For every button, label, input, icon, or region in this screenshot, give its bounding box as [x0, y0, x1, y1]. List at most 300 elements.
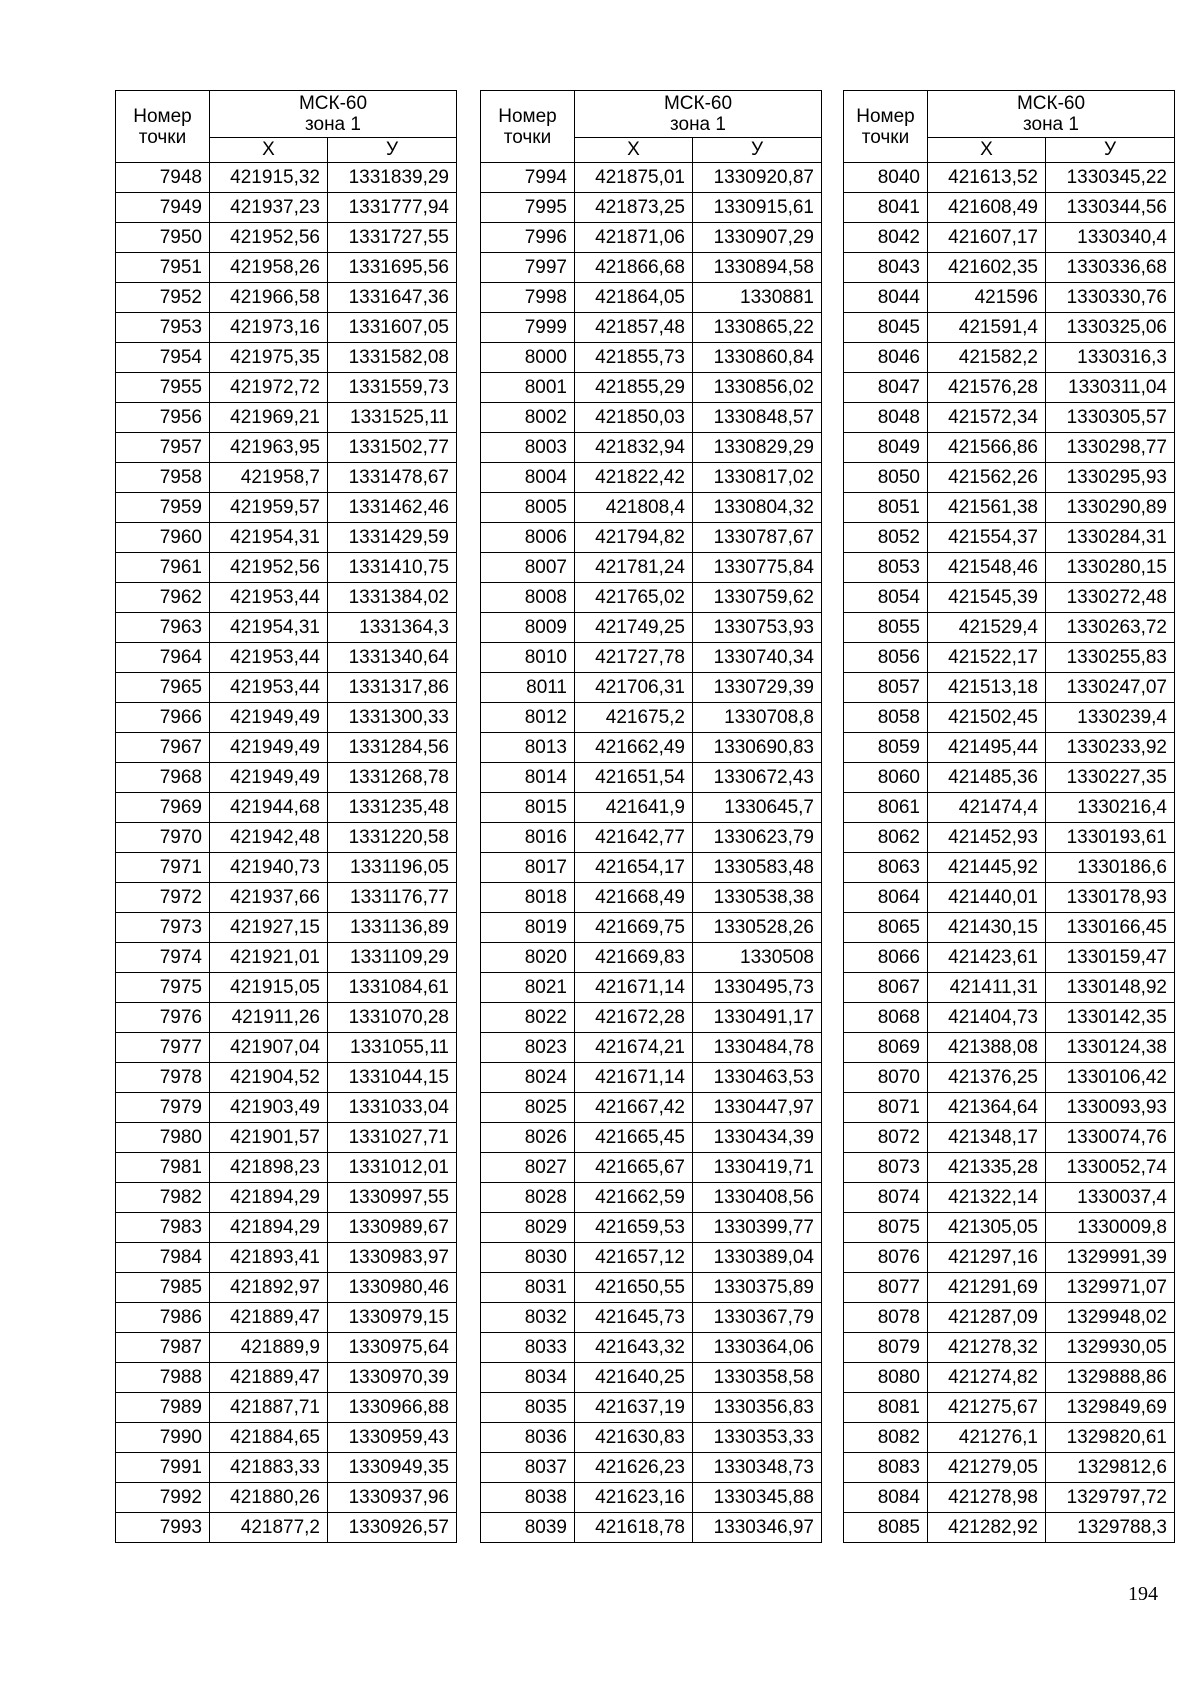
- point-number-cell: 8073: [844, 1153, 928, 1183]
- x-coordinate-cell: 421602,35: [928, 253, 1046, 283]
- point-number-cell: 8042: [844, 223, 928, 253]
- y-coordinate-cell: 1331525,11: [328, 403, 457, 433]
- x-coordinate-cell: 421545,39: [928, 583, 1046, 613]
- table-row: [844, 613, 1175, 643]
- x-coordinate-cell: 421822,42: [575, 463, 693, 493]
- y-coordinate-cell: 1330316,3: [1046, 343, 1175, 373]
- table-row: [481, 583, 822, 613]
- table-row: [481, 1363, 822, 1393]
- point-number-cell: 8067: [844, 973, 928, 1003]
- table-row: [844, 343, 1175, 373]
- point-number-cell: 8027: [481, 1153, 575, 1183]
- point-number-cell: 8004: [481, 463, 575, 493]
- point-number-cell: 8035: [481, 1393, 575, 1423]
- y-coordinate-cell: 1330979,15: [328, 1303, 457, 1333]
- point-number-cell: 7990: [116, 1423, 210, 1453]
- x-coordinate-cell: 421623,16: [575, 1483, 693, 1513]
- table-row: [844, 433, 1175, 463]
- x-coordinate-cell: 421278,32: [928, 1333, 1046, 1363]
- x-coordinate-cell: 421662,59: [575, 1183, 693, 1213]
- table-row: [116, 943, 457, 973]
- point-number-cell: 7995: [481, 193, 575, 223]
- point-number-cell: 7955: [116, 373, 210, 403]
- x-coordinate-cell: 421903,49: [210, 1093, 328, 1123]
- table-row: [481, 643, 822, 673]
- y-coordinate-cell: 1330926,57: [328, 1513, 457, 1543]
- x-coordinate-cell: 421637,19: [575, 1393, 693, 1423]
- table-row: [481, 733, 822, 763]
- table-row: [481, 1003, 822, 1033]
- x-coordinate-cell: 421889,47: [210, 1303, 328, 1333]
- x-coordinate-cell: 421894,29: [210, 1213, 328, 1243]
- point-number-cell: 8038: [481, 1483, 575, 1513]
- x-coordinate-cell: 421608,49: [928, 193, 1046, 223]
- y-coordinate-cell: 1330881: [693, 283, 822, 313]
- x-coordinate-cell: 421969,21: [210, 403, 328, 433]
- point-number-cell: 8041: [844, 193, 928, 223]
- x-coordinate-cell: 421643,32: [575, 1333, 693, 1363]
- x-coordinate-cell: 421877,2: [210, 1513, 328, 1543]
- table-row: [844, 313, 1175, 343]
- y-coordinate-cell: 1330708,8: [693, 703, 822, 733]
- y-coordinate-cell: 1330353,33: [693, 1423, 822, 1453]
- point-number-cell: 8000: [481, 343, 575, 373]
- point-number-cell: 8011: [481, 673, 575, 703]
- y-coordinate-cell: 1330860,84: [693, 343, 822, 373]
- point-number-cell: 7993: [116, 1513, 210, 1543]
- y-coordinate-cell: 1329971,07: [1046, 1273, 1175, 1303]
- point-number-cell: 7999: [481, 313, 575, 343]
- point-number-cell: 8046: [844, 343, 928, 373]
- x-coordinate-cell: 421440,01: [928, 883, 1046, 913]
- y-coordinate-cell: 1329812,6: [1046, 1453, 1175, 1483]
- y-coordinate-cell: 1330233,92: [1046, 733, 1175, 763]
- point-number-cell: 7986: [116, 1303, 210, 1333]
- y-coordinate-cell: 1330178,93: [1046, 883, 1175, 913]
- y-coordinate-cell: 1330348,73: [693, 1453, 822, 1483]
- page-number: 194: [1128, 1583, 1158, 1605]
- point-number-cell: 8008: [481, 583, 575, 613]
- x-coordinate-cell: 421674,21: [575, 1033, 693, 1063]
- x-coordinate-cell: 421927,15: [210, 913, 328, 943]
- table-row: [481, 493, 822, 523]
- y-coordinate-cell: 1330829,29: [693, 433, 822, 463]
- table-row: [481, 853, 822, 883]
- y-coordinate-cell: 1331410,75: [328, 553, 457, 583]
- x-coordinate-cell: 421866,68: [575, 253, 693, 283]
- point-number-cell: 7949: [116, 193, 210, 223]
- y-coordinate-cell: 1330311,04: [1046, 373, 1175, 403]
- point-number-cell: 8063: [844, 853, 928, 883]
- x-coordinate-cell: 421864,05: [575, 283, 693, 313]
- table-row: [116, 583, 457, 613]
- y-coordinate-cell: 1329820,61: [1046, 1423, 1175, 1453]
- x-coordinate-cell: 421335,28: [928, 1153, 1046, 1183]
- x-coordinate-cell: 421893,41: [210, 1243, 328, 1273]
- point-number-cell: 7958: [116, 463, 210, 493]
- point-number-cell: 8070: [844, 1063, 928, 1093]
- y-coordinate-cell: 1330344,56: [1046, 193, 1175, 223]
- y-coordinate-cell: 1330920,87: [693, 163, 822, 193]
- table-row: [481, 1063, 822, 1093]
- point-number-cell: 7977: [116, 1033, 210, 1063]
- y-coordinate-cell: 1330340,4: [1046, 223, 1175, 253]
- y-coordinate-cell: 1330148,92: [1046, 973, 1175, 1003]
- y-coordinate-cell: 1330346,97: [693, 1513, 822, 1543]
- table-row: [481, 313, 822, 343]
- table-row: [844, 733, 1175, 763]
- coordinates-table-2: [480, 90, 822, 1543]
- x-coordinate-cell: 421640,25: [575, 1363, 693, 1393]
- x-coordinate-cell: 421949,49: [210, 703, 328, 733]
- x-coordinate-cell: 421855,73: [575, 343, 693, 373]
- point-number-cell: 8065: [844, 913, 928, 943]
- x-coordinate-cell: 421875,01: [575, 163, 693, 193]
- table-row: [844, 583, 1175, 613]
- point-number-cell: 8005: [481, 493, 575, 523]
- y-coordinate-cell: 1330186,6: [1046, 853, 1175, 883]
- point-number-cell: 7984: [116, 1243, 210, 1273]
- point-number-cell: 8018: [481, 883, 575, 913]
- point-number-cell: 8019: [481, 913, 575, 943]
- point-number-cell: 8030: [481, 1243, 575, 1273]
- point-number-cell: 8047: [844, 373, 928, 403]
- table-row: [116, 643, 457, 673]
- table-row: [481, 553, 822, 583]
- y-coordinate-cell: 1331317,86: [328, 673, 457, 703]
- point-number-cell: 8075: [844, 1213, 928, 1243]
- point-number-cell: 8064: [844, 883, 928, 913]
- y-coordinate-cell: 1330239,4: [1046, 703, 1175, 733]
- x-coordinate-cell: 421883,33: [210, 1453, 328, 1483]
- x-coordinate-cell: 421887,71: [210, 1393, 328, 1423]
- point-number-cell: 7979: [116, 1093, 210, 1123]
- x-coordinate-cell: 421954,31: [210, 523, 328, 553]
- y-coordinate-cell: 1330284,31: [1046, 523, 1175, 553]
- y-coordinate-cell: 1331462,46: [328, 493, 457, 523]
- y-coordinate-cell: 1330740,34: [693, 643, 822, 673]
- table-row: [481, 973, 822, 1003]
- header-point-number: Номер точки: [844, 91, 928, 163]
- x-coordinate-cell: 421749,25: [575, 613, 693, 643]
- table-row: [481, 913, 822, 943]
- y-coordinate-cell: 1331777,94: [328, 193, 457, 223]
- point-number-cell: 7988: [116, 1363, 210, 1393]
- table-row: [481, 1273, 822, 1303]
- y-coordinate-cell: 1330280,15: [1046, 553, 1175, 583]
- x-coordinate-cell: 421495,44: [928, 733, 1046, 763]
- x-coordinate-cell: 421953,44: [210, 643, 328, 673]
- table-row: [116, 673, 457, 703]
- point-number-cell: 7972: [116, 883, 210, 913]
- x-coordinate-cell: 421654,17: [575, 853, 693, 883]
- point-number-cell: 8049: [844, 433, 928, 463]
- y-coordinate-cell: 1330989,67: [328, 1213, 457, 1243]
- x-coordinate-cell: 421973,16: [210, 313, 328, 343]
- x-coordinate-cell: 421485,36: [928, 763, 1046, 793]
- x-coordinate-cell: 421364,64: [928, 1093, 1046, 1123]
- y-coordinate-cell: 1330672,43: [693, 763, 822, 793]
- table-row: [844, 403, 1175, 433]
- x-coordinate-cell: 421975,35: [210, 343, 328, 373]
- point-number-cell: 8077: [844, 1273, 928, 1303]
- point-number-cell: 7962: [116, 583, 210, 613]
- table-row: [844, 943, 1175, 973]
- x-coordinate-cell: 421675,2: [575, 703, 693, 733]
- table-row: [116, 1273, 457, 1303]
- point-number-cell: 8069: [844, 1033, 928, 1063]
- point-number-cell: 7965: [116, 673, 210, 703]
- coordinates-table-1: [115, 90, 457, 1543]
- x-coordinate-cell: 421522,17: [928, 643, 1046, 673]
- table-row: [481, 1093, 822, 1123]
- x-coordinate-cell: 421642,77: [575, 823, 693, 853]
- x-coordinate-cell: 421892,97: [210, 1273, 328, 1303]
- y-coordinate-cell: 1330645,7: [693, 793, 822, 823]
- table-row: [844, 853, 1175, 883]
- x-coordinate-cell: 421727,78: [575, 643, 693, 673]
- point-number-cell: 8002: [481, 403, 575, 433]
- table-row: [481, 1123, 822, 1153]
- table-row: [481, 1243, 822, 1273]
- point-number-cell: 7981: [116, 1153, 210, 1183]
- point-number-cell: 7992: [116, 1483, 210, 1513]
- table-row: [116, 733, 457, 763]
- table-row: [116, 793, 457, 823]
- x-coordinate-cell: 421657,12: [575, 1243, 693, 1273]
- point-number-cell: 7963: [116, 613, 210, 643]
- table-row: [844, 703, 1175, 733]
- y-coordinate-cell: 1331027,71: [328, 1123, 457, 1153]
- table-row: [481, 433, 822, 463]
- y-coordinate-cell: 1331384,02: [328, 583, 457, 613]
- point-number-cell: 7983: [116, 1213, 210, 1243]
- x-coordinate-cell: 421274,82: [928, 1363, 1046, 1393]
- point-number-cell: 8001: [481, 373, 575, 403]
- point-number-cell: 7973: [116, 913, 210, 943]
- x-coordinate-cell: 421959,57: [210, 493, 328, 523]
- y-coordinate-cell: 1330817,02: [693, 463, 822, 493]
- y-coordinate-cell: 1331340,64: [328, 643, 457, 673]
- point-number-cell: 8074: [844, 1183, 928, 1213]
- y-coordinate-cell: 1330295,93: [1046, 463, 1175, 493]
- table-row: [481, 523, 822, 553]
- y-coordinate-cell: 1329991,39: [1046, 1243, 1175, 1273]
- table-row: [481, 1033, 822, 1063]
- point-number-cell: 8066: [844, 943, 928, 973]
- y-coordinate-cell: 1329788,3: [1046, 1513, 1175, 1543]
- table-row: [844, 1093, 1175, 1123]
- point-number-cell: 8024: [481, 1063, 575, 1093]
- table-row: [481, 673, 822, 703]
- point-number-cell: 8080: [844, 1363, 928, 1393]
- table-row: [116, 1303, 457, 1333]
- x-coordinate-cell: 421915,05: [210, 973, 328, 1003]
- point-number-cell: 7967: [116, 733, 210, 763]
- y-coordinate-cell: 1331268,78: [328, 763, 457, 793]
- table-row: [844, 373, 1175, 403]
- y-coordinate-cell: 1330298,77: [1046, 433, 1175, 463]
- y-coordinate-cell: 1331727,55: [328, 223, 457, 253]
- point-number-cell: 8068: [844, 1003, 928, 1033]
- table-row: [844, 1063, 1175, 1093]
- x-coordinate-cell: 421561,38: [928, 493, 1046, 523]
- y-coordinate-cell: 1330336,68: [1046, 253, 1175, 283]
- x-coordinate-cell: 421942,48: [210, 823, 328, 853]
- y-coordinate-cell: 1330227,35: [1046, 763, 1175, 793]
- point-number-cell: 8078: [844, 1303, 928, 1333]
- table-row: [116, 913, 457, 943]
- table-row: [116, 343, 457, 373]
- table-row: [116, 1153, 457, 1183]
- table-row: [481, 1393, 822, 1423]
- y-coordinate-cell: 1330894,58: [693, 253, 822, 283]
- table-row: [481, 1183, 822, 1213]
- table-row: [844, 493, 1175, 523]
- table-row: [116, 193, 457, 223]
- x-coordinate-cell: 421452,93: [928, 823, 1046, 853]
- point-number-cell: 8053: [844, 553, 928, 583]
- x-coordinate-cell: 421572,34: [928, 403, 1046, 433]
- point-number-cell: 7969: [116, 793, 210, 823]
- y-coordinate-cell: 1329930,05: [1046, 1333, 1175, 1363]
- y-coordinate-cell: 1330330,76: [1046, 283, 1175, 313]
- point-number-cell: 7954: [116, 343, 210, 373]
- y-coordinate-cell: 1331478,67: [328, 463, 457, 493]
- y-coordinate-cell: 1330775,84: [693, 553, 822, 583]
- table-row: [116, 1063, 457, 1093]
- x-coordinate-cell: 421889,9: [210, 1333, 328, 1363]
- point-number-cell: 7987: [116, 1333, 210, 1363]
- point-number-cell: 8033: [481, 1333, 575, 1363]
- table-row: [116, 433, 457, 463]
- y-coordinate-cell: 1330408,56: [693, 1183, 822, 1213]
- x-coordinate-cell: 421667,42: [575, 1093, 693, 1123]
- table-row: [844, 283, 1175, 313]
- y-coordinate-cell: 1330495,73: [693, 973, 822, 1003]
- table-row: [481, 1423, 822, 1453]
- y-coordinate-cell: 1330009,8: [1046, 1213, 1175, 1243]
- table-row: [116, 703, 457, 733]
- y-coordinate-cell: 1330159,47: [1046, 943, 1175, 973]
- x-coordinate-cell: 421889,47: [210, 1363, 328, 1393]
- y-coordinate-cell: 1330997,55: [328, 1183, 457, 1213]
- x-coordinate-cell: 421921,01: [210, 943, 328, 973]
- header-x: Х: [928, 138, 1046, 163]
- y-coordinate-cell: 1330915,61: [693, 193, 822, 223]
- x-coordinate-cell: 421952,56: [210, 553, 328, 583]
- point-number-cell: 8022: [481, 1003, 575, 1033]
- y-coordinate-cell: 1330959,43: [328, 1423, 457, 1453]
- x-coordinate-cell: 421873,25: [575, 193, 693, 223]
- table-row: [844, 1183, 1175, 1213]
- point-number-cell: 8003: [481, 433, 575, 463]
- table-row: [844, 1393, 1175, 1423]
- point-number-cell: 8014: [481, 763, 575, 793]
- point-number-cell: 8071: [844, 1093, 928, 1123]
- table-row: [844, 883, 1175, 913]
- x-coordinate-cell: 421898,23: [210, 1153, 328, 1183]
- table-row: [116, 1333, 457, 1363]
- point-number-cell: 7948: [116, 163, 210, 193]
- point-number-cell: 8032: [481, 1303, 575, 1333]
- y-coordinate-cell: 1329948,02: [1046, 1303, 1175, 1333]
- y-coordinate-cell: 1330255,83: [1046, 643, 1175, 673]
- table-row: [844, 1213, 1175, 1243]
- table-row: [844, 643, 1175, 673]
- table-row: [116, 1243, 457, 1273]
- table-row: [116, 1513, 457, 1543]
- y-coordinate-cell: 1331136,89: [328, 913, 457, 943]
- x-coordinate-cell: 421671,14: [575, 973, 693, 1003]
- table-row: [481, 763, 822, 793]
- point-number-cell: 7953: [116, 313, 210, 343]
- point-number-cell: 8082: [844, 1423, 928, 1453]
- y-coordinate-cell: 1330983,97: [328, 1243, 457, 1273]
- y-coordinate-cell: 1331839,29: [328, 163, 457, 193]
- x-coordinate-cell: 421322,14: [928, 1183, 1046, 1213]
- table-row: [844, 253, 1175, 283]
- point-number-cell: 8056: [844, 643, 928, 673]
- x-coordinate-cell: 421884,65: [210, 1423, 328, 1453]
- table-row: [116, 493, 457, 523]
- table-row: [116, 1123, 457, 1153]
- header-coordinate-system: МСК-60 зона 1: [928, 91, 1175, 138]
- point-number-cell: 7956: [116, 403, 210, 433]
- y-coordinate-cell: 1331300,33: [328, 703, 457, 733]
- header-y: У: [328, 138, 457, 163]
- y-coordinate-cell: 1330970,39: [328, 1363, 457, 1393]
- point-number-cell: 7976: [116, 1003, 210, 1033]
- y-coordinate-cell: 1331044,15: [328, 1063, 457, 1093]
- y-coordinate-cell: 1330305,57: [1046, 403, 1175, 433]
- table-row: [116, 1423, 457, 1453]
- point-number-cell: 8052: [844, 523, 928, 553]
- table-row: [481, 193, 822, 223]
- point-number-cell: 8079: [844, 1333, 928, 1363]
- x-coordinate-cell: 421907,04: [210, 1033, 328, 1063]
- x-coordinate-cell: 421626,23: [575, 1453, 693, 1483]
- table-row: [844, 1153, 1175, 1183]
- table-row: [481, 1303, 822, 1333]
- x-coordinate-cell: 421952,56: [210, 223, 328, 253]
- point-number-cell: 8072: [844, 1123, 928, 1153]
- table-row: [116, 1213, 457, 1243]
- point-number-cell: 8054: [844, 583, 928, 613]
- x-coordinate-cell: 421958,7: [210, 463, 328, 493]
- x-coordinate-cell: 421562,26: [928, 463, 1046, 493]
- point-number-cell: 7964: [116, 643, 210, 673]
- x-coordinate-cell: 421566,86: [928, 433, 1046, 463]
- table-row: [116, 1093, 457, 1123]
- y-coordinate-cell: 1329888,86: [1046, 1363, 1175, 1393]
- table-row: [481, 1453, 822, 1483]
- table-row: [481, 163, 822, 193]
- table-row: [481, 823, 822, 853]
- y-coordinate-cell: 1330272,48: [1046, 583, 1175, 613]
- table-row: [116, 463, 457, 493]
- x-coordinate-cell: 421669,83: [575, 943, 693, 973]
- point-number-cell: 8040: [844, 163, 928, 193]
- point-number-cell: 7991: [116, 1453, 210, 1483]
- x-coordinate-cell: 421937,66: [210, 883, 328, 913]
- header-point-number: Номер точки: [481, 91, 575, 163]
- point-number-cell: 8015: [481, 793, 575, 823]
- point-number-cell: 8083: [844, 1453, 928, 1483]
- x-coordinate-cell: 421668,49: [575, 883, 693, 913]
- table-row: [481, 1513, 822, 1543]
- x-coordinate-cell: 421502,45: [928, 703, 1046, 733]
